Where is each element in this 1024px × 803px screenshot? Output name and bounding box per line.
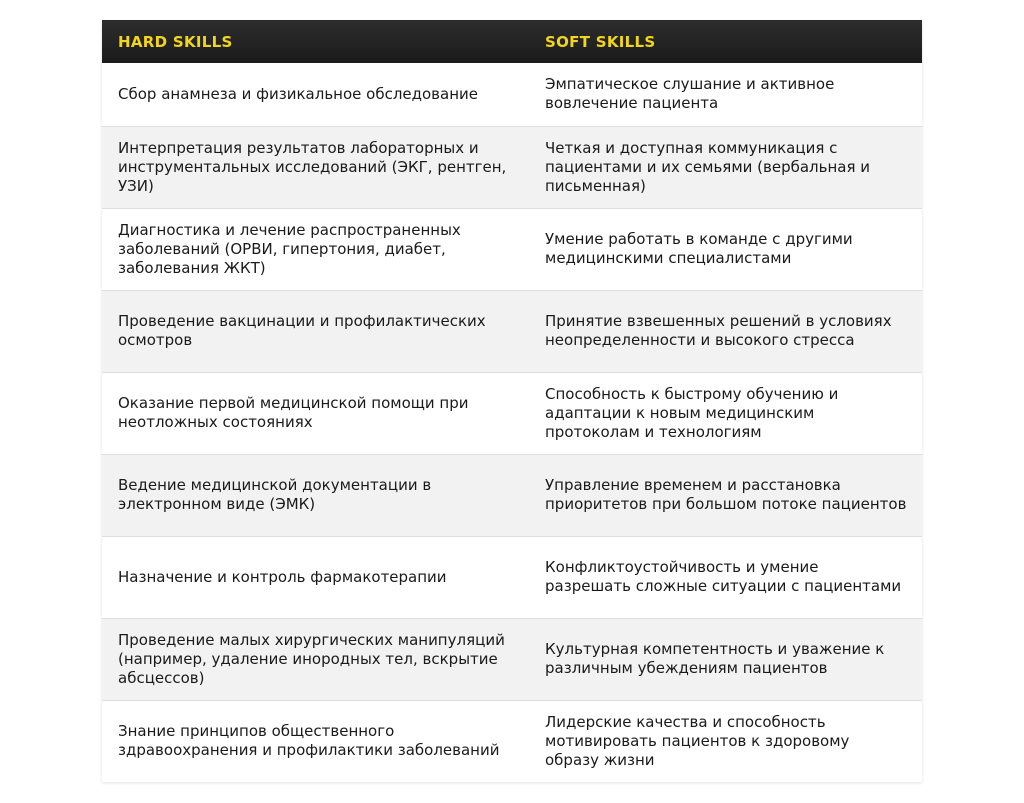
table-row — [102, 618, 922, 700]
skills-table-card — [102, 20, 922, 782]
soft-skill-cell: Принятие взвешенных решений в условиях неопределенности и высокого стресса — [545, 312, 892, 349]
hard-skill-cell: Проведение малых хирургических манипуляций (например, удаление инородных тел, вскрытие абсцессов) — [118, 630, 505, 687]
hard-skill-cell: Ведение медицинской документации в электронном виде (ЭМК) — [118, 476, 432, 513]
soft-skill-cell: Четкая и доступная коммуникация с пациентами и их семьями (вербальная и письменная) — [545, 138, 871, 195]
header-hard-skills: HARD SKILLS — [118, 32, 233, 51]
header-row — [102, 20, 922, 63]
table-header — [102, 20, 922, 63]
table-row — [102, 700, 922, 782]
table-row — [102, 372, 922, 454]
soft-skill-cell: Управление временем и расстановка приоритетов при большом потоке пациентов — [545, 476, 907, 513]
skills-table — [102, 20, 922, 782]
hard-skill-cell: Оказание первой медицинской помощи при неотложных состояниях — [118, 394, 469, 431]
header-soft-skills: SOFT SKILLS — [545, 32, 656, 51]
table-row — [102, 63, 922, 126]
hard-skill-cell: Назначение и контроль фармакотерапии — [118, 567, 447, 586]
soft-skill-cell: Умение работать в команде с другими медицинскими специалистами — [545, 230, 853, 267]
hard-skill-cell: Сбор анамнеза и физикальное обследование — [118, 84, 478, 103]
hard-skill-cell: Знание принципов общественного здравоохранения и профилактики заболеваний — [118, 722, 500, 760]
soft-skill-cell: Конфликтоустойчивость и умение разрешать сложные ситуации с пациентами — [545, 558, 902, 595]
table-row — [102, 454, 922, 536]
table-body — [102, 63, 922, 782]
table-row — [102, 208, 922, 290]
hard-skill-cell: Диагностика и лечение распространенных заболеваний (ОРВИ, гипертония, диабет, заболевания ЖКТ) — [118, 220, 461, 277]
soft-skill-cell: Эмпатическое слушание и активное вовлечение пациента — [545, 75, 835, 113]
table-row — [102, 290, 922, 372]
soft-skill-cell: Культурная компетентность и уважение к различным убеждениям пациентов — [545, 640, 885, 677]
hard-skill-cell: Проведение вакцинации и профилактических осмотров — [118, 312, 486, 349]
hard-skill-cell: Интерпретация результатов лабораторных и инструментальных исследований (ЭКГ, рентген, УЗИ) — [118, 138, 507, 195]
soft-skill-cell: Способность к быстрому обучению и адаптации к новым медицинским протоколам и технологиям — [545, 384, 839, 441]
table-row — [102, 126, 922, 208]
table-row — [102, 536, 922, 618]
soft-skill-cell: Лидерские качества и способность мотивировать пациентов к здоровому образу жизни — [545, 712, 850, 769]
